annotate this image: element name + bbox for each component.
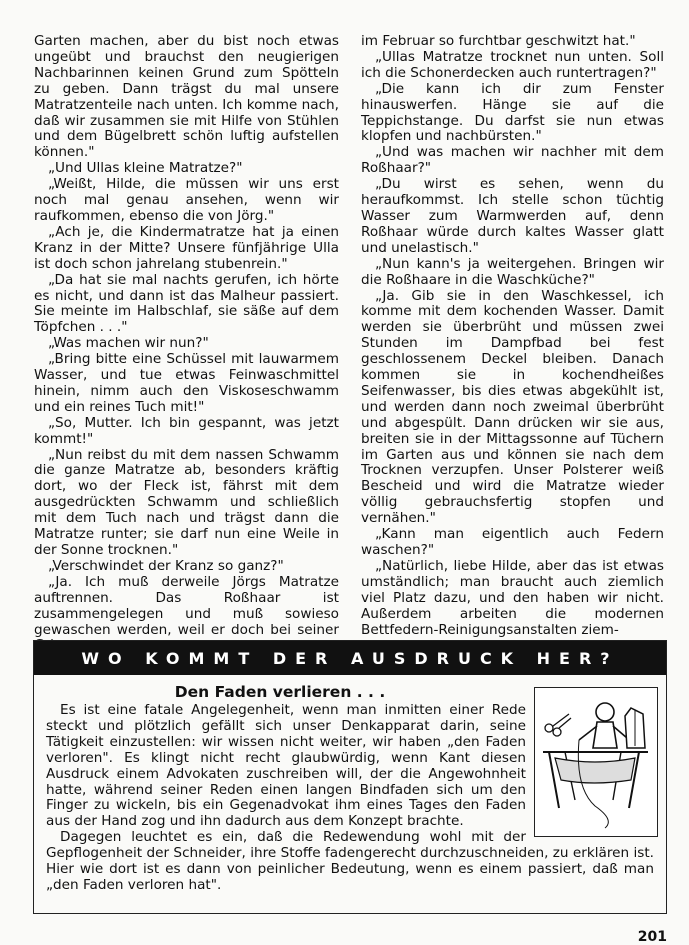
paragraph: „Ja. Ich muß derweile Jörgs Matratze auftrennen. Das Roßhaar ist zusammengelegen und muß sowieso gewaschen werden, weil er doch bei seiner	[34, 573, 339, 638]
paragraph: „Verschwindet der Kranz so ganz?"	[48, 557, 284, 574]
paragraph: „Ullas Matratze trocknet nun unten. Soll ich die Schonerdecken auch runtertragen?"	[361, 48, 664, 81]
paragraph: „Und Ullas kleine Matratze?"	[48, 160, 243, 177]
paragraph: „Bring bitte eine Schüssel mit lauwarmem Wasser, und tue etwas Feinwaschmittel hinein, nimm auch den Viskoseschwamm und ein reines Tuch mit!"	[34, 351, 339, 415]
box-paragraph: Es ist eine fatale Angelegenheit, wenn man inmitten einer Rede steckt und plötzlich gefällt sich unser Denkapparat darin, seine Tätigkeit einzustellen: wir wissen nicht weiter, wir haben „den Faden verloren". Es klingt nicht recht glaubwürdig, wenn Kant diesen Ausdruck einem Advokaten zuschreiben will, der die Angewohnheit hatte, während seiner Reden einen langen Bindfaden sich um den Finger zu wickeln, bis ein Gegenadvokat ihm eines Tages den Faden aus der Hand zog und ihn dadurch aus dem Konzept brachte.	[46, 702, 526, 830]
box-banner: WO KOMMT DER AUSDRUCK HER?	[34, 641, 666, 675]
paragraph: „Ach je, die Kindermatratze hat ja einen Kranz in der Mitte? Unsere fünfjährige Ulla ist doch schon jahrelang stubenrein."	[34, 223, 339, 272]
paragraph: „Nun reibst du mit dem nassen Schwamm die ganze Matratze ab, besonders kräftig dort, wo der Fleck ist, fährst mit dem ausgedrückten Schwamm und schließlich mit dem Tuch nach und trägst dann die Matratze runter; sie darf nun eine Weile in der Sonne trocknen."	[34, 446, 339, 558]
paragraph: „Was machen wir nun?"	[48, 335, 209, 352]
box-title: Den Faden verlieren . . .	[174, 683, 386, 701]
paragraph: „Du wirst es sehen, wenn du heraufkommst. Ich stelle schon tüchtig Wasser zum Warmwerden auf, denn Roßhaar würde durch kaltes Wasser glatt und unelastisch."	[361, 176, 664, 256]
paragraph: „So, Mutter. Ich bin gespannt, was jetzt kommt!"	[34, 414, 339, 447]
left-column	[34, 34, 339, 654]
idiom-box	[33, 640, 667, 914]
tailor-illustration	[534, 687, 658, 837]
box-text	[46, 703, 654, 894]
box-content	[34, 675, 666, 894]
paragraph: „Nun kann's ja weitergehen. Bringen wir die Roßhaare in die Waschküche?"	[361, 255, 664, 288]
paragraph: „Natürlich, liebe Hilde, aber das ist etwas umständlich; man braucht auch ziemlich viel Platz dazu, und den haben wir nicht. Außerdem arbeiten die modernen Bettfedern-Reinigungsanstalten ziem-	[361, 557, 664, 638]
paragraph: „Ja. Gib sie in den Waschkessel, ich komme mit dem kochenden Wasser. Damit werden sie überbrüht und müssen zwei Stunden im Dampfbad bei fest geschlossenem Deckel bleiben. Danach kommen sie in kochendheißes Seifenwasser, bis dies etwas abgekühlt ist, und werden dann noch zweimal überbrüht und abgespült. Dann drücken wir sie aus, breiten sie in der Mittagssonne auf Tüchern im Garten aus und können sie nach dem Trocknen verzupfen. Unser Polsterer weiß Bescheid und wird die Matratze wieder völlig gebrauchsfertig stopfen und vernähen."	[361, 287, 664, 527]
paragraph: im Februar so furchtbar geschwitzt hat."	[361, 33, 636, 49]
right-column	[361, 34, 664, 638]
paragraph: „Da hat sie mal nachts gerufen, ich hörte es nicht, und dann ist das Malheur passiert. Sie meinte im Halbschlaf, sie säße auf dem Töpfchen . . ."	[34, 271, 339, 336]
paragraph: „Weißt, Hilde, die müssen wir uns erst noch mal genau ansehen, wenn wir raufkommen, ebenso die von Jörg."	[34, 176, 339, 224]
box-paragraph: Dagegen leuchtet es ein, daß die Redewendung wohl mit der Gepflogenheit der Schneider, ihre Stoffe fadengerecht durchzuschneiden, zu erklären ist. Hier wie dort ist es dann von peinlicher Bedeutung, wenn es einem passiert, daß man „den Faden verloren hat".	[46, 829, 654, 893]
paragraph: „Die kann ich dir zum Fenster hinauswerfen. Hänge sie auf die Teppichstange. Du darfst sie nun etwas klopfen und nachbürsten."	[361, 80, 664, 145]
paragraph: „Und was machen wir nachher mit dem Roßhaar?"	[361, 144, 664, 177]
page-number: 201	[637, 929, 667, 945]
paragraph: „Kann man eigentlich auch Federn waschen?"	[361, 526, 664, 558]
paragraph: Garten machen, aber du bist noch etwas ungeübt und brauchst den neugierigen Nachbarinnen keinen Grund zum Spötteln zu geben. Dann trägst du mal unsere Matratzenteile nach unten. Ich komme nach, daß wir zusammen sie mit Hilfe von Stühlen und dem Bügelbrett schön luftig aufstellen können."	[34, 33, 339, 161]
